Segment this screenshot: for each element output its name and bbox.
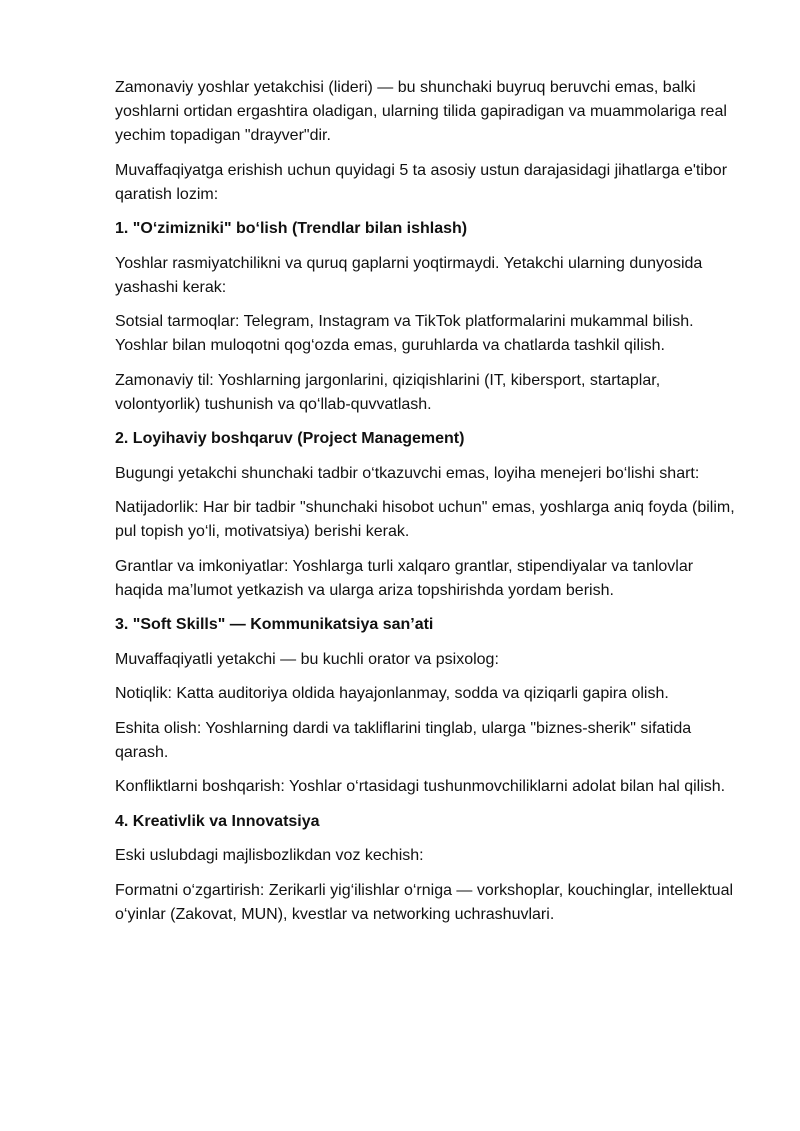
intro-paragraph-2: Muvaffaqiyatga erishish uchun quyidagi 5 ta asosiy ustun darajasidagi jihatlarga e'tibor qaratish lozim: <box>115 161 728 203</box>
section-1-heading: 1. "O‘zimizniki" bo‘lish (Trendlar bilan ishlash) <box>115 220 468 237</box>
intro-paragraph-1: Zamonaviy yoshlar yetakchisi (lideri) — bu shunchaki buyruq beruvchi emas, balki yoshlarni ortidan ergashtira oladigan, ularning tilida gapiradigan va muammolariga real yechim topadigan "drayver"dir. <box>115 79 727 144</box>
document-body <box>115 76 745 937</box>
section-3-paragraph-2: Notiqlik: Katta auditoriya oldida hayajonlanmay, sodda va qiziqarli gapira olish. <box>115 685 669 702</box>
section-4-paragraph-1: Eski uslubdagi majlisbozlikdan voz kechish: <box>115 847 424 864</box>
section-1-paragraph-2: Sotsial tarmoqlar: Telegram, Instagram va TikTok platformalarini mukammal bilish. Yoshlar bilan muloqotni qog‘ozda emas, guruhlarda va chatlarda tashkil qilish. <box>115 313 694 354</box>
section-3-paragraph-1: Muvaffaqiyatli yetakchi — bu kuchli orator va psixolog: <box>115 650 499 668</box>
section-2-paragraph-2: Natijadorlik: Har bir tadbir "shunchaki hisobot uchun" emas, yoshlarga aniq foyda (bilim, pul topish yo‘li, motivatsiya) berishi kerak. <box>115 499 735 540</box>
section-1-paragraph-3: Zamonaviy til: Yoshlarning jargonlarini, qiziqishlarini (IT, kibersport, startaplar, volontyorlik) tushunish va qo‘llab-quvvatlash. <box>115 371 661 413</box>
section-2-paragraph-3: Grantlar va imkoniyatlar: Yoshlarga turli xalqaro grantlar, stipendiyalar va tanlovlar haqida ma’lumot yetkazish va ularga ariza topshirishda yordam berish. <box>115 557 694 599</box>
section-2-paragraph-1: Bugungi yetakchi shunchaki tadbir o‘tkazuvchi emas, loyiha menejeri bo‘lishi shart: <box>115 464 700 482</box>
section-1-paragraph-1: Yoshlar rasmiyatchilikni va quruq gaplarni yoqtirmaydi. Yetakchi ularning dunyosida yashashi kerak: <box>115 254 703 296</box>
section-4-paragraph-2: Formatni o‘zgartirish: Zerikarli yig‘ilishlar o‘rniga — vorkshoplar, kouchinglar, intellektual o‘yinlar (Zakovat, MUN), kvestlar va networking uchrashuvlari. <box>115 881 734 923</box>
section-3-heading: 3. "Soft Skills" — Kommunikatsiya san’ati <box>115 616 434 633</box>
section-3-paragraph-3: Eshita olish: Yoshlarning dardi va takliflarini tinglab, ularga "biznes-sherik" sifatida qarash. <box>115 719 692 761</box>
section-4-heading: 4. Kreativlik va Innovatsiya <box>115 812 320 830</box>
section-2-heading: 2. Loyihaviy boshqaruv (Project Management) <box>115 430 465 447</box>
section-3-paragraph-4: Konfliktlarni boshqarish: Yoshlar o‘rtasidagi tushunmovchiliklarni adolat bilan hal qilish. <box>115 778 726 795</box>
